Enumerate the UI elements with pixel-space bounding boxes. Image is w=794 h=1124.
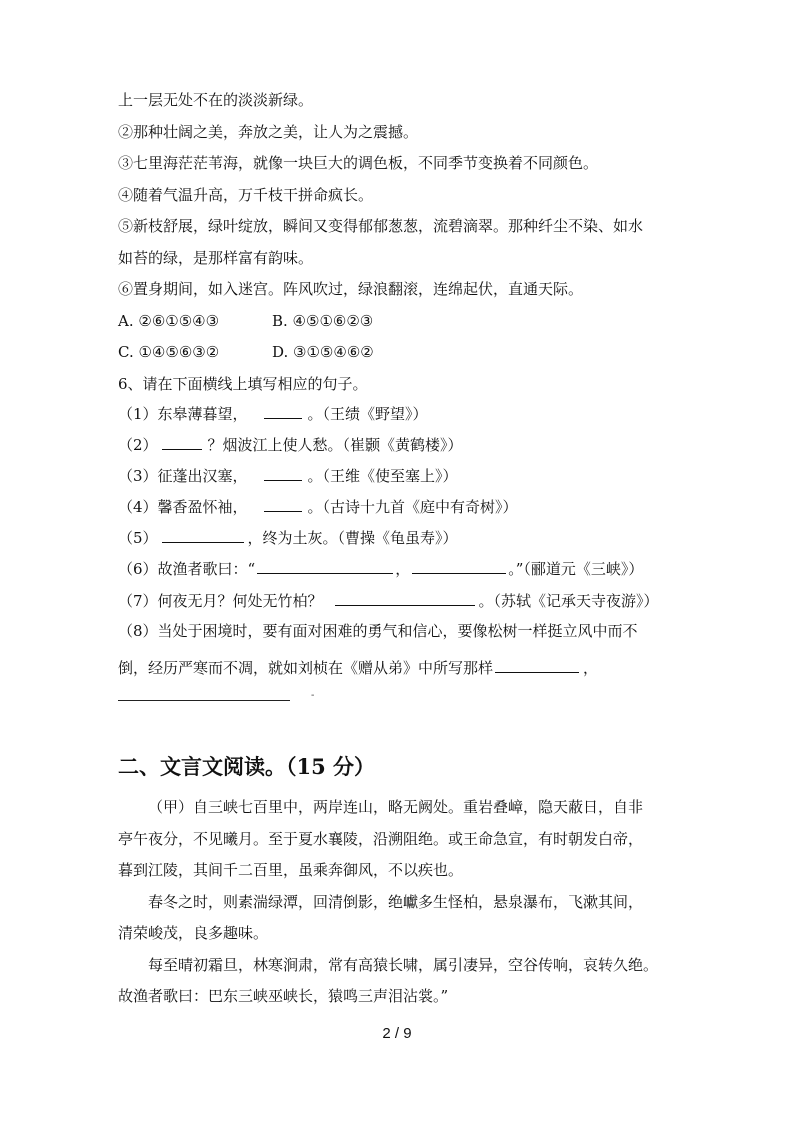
answer-blank[interactable] (162, 434, 202, 450)
q6-item-6-post: 。”（郦道元《三峡》） (508, 560, 644, 578)
q6-item-2-post: ？烟波江上使人愁。（崔颢《黄鹤楼》） (207, 436, 463, 454)
q6-item-5-post: ，终为土灰。（曹操《龟虽寿》） (247, 529, 458, 547)
q6-item-7 (118, 590, 659, 611)
q6-item-8-post: ， (583, 659, 599, 677)
q6-item-8-pre: 倒，经历严寒而不凋，就如刘桢在《赠从弟》中所写那样 (118, 659, 494, 677)
passage-para-3-line-2: 故渔者歌曰：巴东三峡巫峡长，猿鸣三声泪沾裳。” (118, 987, 449, 1005)
passage-para-1-line-2: 亭午夜分，不见曦月。至于夏水襄陵，沿溯阻绝。或王命急宣，有时朝发白帝， (118, 830, 644, 848)
q6-item-1-post: 。（王绩《野望》） (307, 405, 428, 423)
q6-item-6 (118, 558, 643, 579)
q5-statement-2: ②那种壮阔之美，奔放之美，让人为之震撼。 (118, 123, 419, 141)
stray-mark: - (311, 690, 315, 701)
q5-statement-3: ③七里海茫茫苇海，就像一块巨大的调色板，不同季节变换着不同颜色。 (118, 154, 599, 172)
q6-item-1 (118, 403, 428, 424)
answer-blank[interactable] (162, 527, 244, 543)
q5-statement-5: ⑤新枝舒展，绿叶绽放，瞬间又变得郁郁葱葱，流碧滴翠。那种纤尘不染、如水 (118, 217, 644, 235)
section-heading: 二、文言文阅读。（15 分） (118, 754, 376, 779)
passage-para-1-line-3: 暮到江陵，其间千二百里，虽乘奔御风，不以疾也。 (118, 861, 464, 879)
q6-item-2-pre: （2） (118, 436, 158, 454)
answer-blank[interactable] (412, 558, 506, 574)
q5-statement-4: ④随着气温升高，万千枝干拼命疯长。 (118, 186, 374, 204)
answer-blank[interactable] (264, 496, 302, 512)
q6-title: 6、请在下面横线上填写相应的句子。 (118, 375, 368, 393)
q6-item-7-pre: （7）何夜无月？何处无竹柏？ (118, 592, 323, 610)
q6-item-4 (118, 496, 518, 517)
q6-item-3-pre: （3）征蓬出汉塞， (118, 467, 248, 485)
q5-text-line-1: 上一层无处不在的淡淡新绿。 (118, 91, 314, 109)
q6-item-6-pre: （6）故渔者歌曰：“ (118, 560, 256, 578)
q6-item-1-pre: （1）东皋薄暮望， (118, 405, 248, 423)
q6-item-6-mid: ， (395, 560, 411, 578)
q5-option-d: D. ③①⑤④⑥② (272, 343, 374, 361)
answer-blank[interactable] (495, 657, 579, 673)
q5-option-b: B. ④⑤①⑥②③ (272, 312, 374, 330)
passage-para-1-line-1: （甲）自三峡七百里中，两岸连山，略无阙处。重岩叠嶂，隐天蔽日，自非 (148, 798, 644, 816)
q5-option-c: C. ①④⑤⑥③② (118, 343, 220, 361)
q6-item-8: （8）当处于困境时，要有面对困难的勇气和信心，要像松树一样挺立风中而不 (118, 622, 638, 640)
q5-statement-5-cont: 如苔的绿，是那样富有韵味。 (118, 249, 314, 267)
q6-item-4-pre: （4）馨香盈怀袖， (118, 498, 248, 516)
q5-option-a: A. ②⑥①⑤④③ (118, 312, 220, 330)
q6-item-4-post: 。（古诗十九首《庭中有奇树》） (307, 498, 518, 516)
q6-item-5 (118, 527, 458, 548)
q5-statement-6: ⑥置身期间，如入迷宫。阵风吹过，绿浪翻滚，连绵起伏，直通天际。 (118, 280, 584, 298)
q6-item-7-post: 。（苏轼《记承天寺夜游》） (478, 592, 659, 610)
answer-blank[interactable] (118, 700, 290, 701)
q6-item-5-pre: （5） (118, 529, 158, 547)
passage-para-2-line-2: 清荣峻茂，良多趣味。 (118, 924, 269, 942)
passage-para-2-line-1: 春冬之时，则素湍绿潭，回清倒影，绝巘多生怪柏，悬泉瀑布，飞漱其间， (148, 893, 644, 911)
answer-blank[interactable] (264, 403, 302, 419)
passage-para-3-line-1: 每至晴初霜旦，林寒涧肃，常有高猿长啸，属引凄异，空谷传响，哀转久绝。 (148, 956, 659, 974)
answer-blank[interactable] (264, 465, 302, 481)
q6-item-2 (118, 434, 463, 455)
page-number: 2 / 9 (382, 1025, 412, 1042)
answer-blank[interactable] (335, 590, 475, 606)
q6-item-8-cont (118, 657, 598, 678)
q6-item-3 (118, 465, 458, 486)
answer-blank[interactable] (257, 558, 393, 574)
q6-item-3-post: 。（王维《使至塞上》） (307, 467, 458, 485)
